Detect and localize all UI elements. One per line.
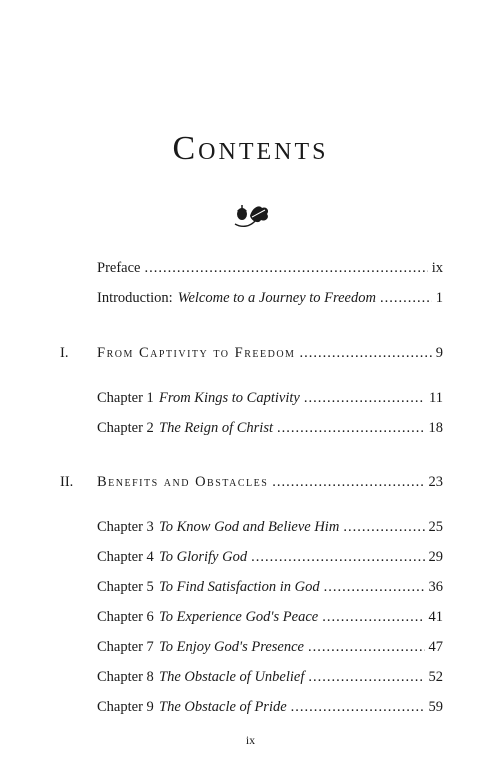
part-title: From Captivity to Freedom — [97, 345, 296, 361]
page-number: 1 — [435, 290, 443, 306]
page-number: 11 — [429, 390, 443, 406]
toc-chapter-2[interactable] — [97, 420, 443, 442]
chapter-label: Chapter 3 — [97, 519, 154, 535]
page-number: 25 — [428, 519, 443, 535]
chapter-title: From Kings to Captivity — [159, 390, 300, 406]
toc-entry-preface[interactable] — [97, 260, 443, 282]
leader-dots — [324, 579, 425, 596]
entry-subtitle: Welcome to a Journey to Freedom — [177, 290, 376, 306]
page-number: 29 — [428, 549, 443, 565]
chapter-title: To Glorify God — [159, 549, 248, 565]
leader-dots — [251, 549, 424, 566]
part-numeral: I. — [60, 345, 69, 361]
leader-dots — [322, 609, 424, 626]
leader-dots — [308, 669, 424, 686]
chapter-title: To Experience God's Peace — [159, 609, 319, 625]
toc-entry-introduction[interactable] — [97, 290, 443, 312]
toc-chapter-9[interactable] — [97, 699, 443, 721]
leader-dots — [304, 390, 425, 407]
chapter-title: The Obstacle of Pride — [159, 699, 287, 715]
leader-dots — [291, 699, 425, 716]
page-number: 36 — [428, 579, 443, 595]
page-number: 47 — [428, 639, 443, 655]
leader-dots — [277, 420, 425, 437]
page-number: 23 — [428, 474, 443, 490]
leader-dots — [299, 345, 431, 362]
toc-chapter-8[interactable] — [97, 669, 443, 691]
part-numeral: II. — [60, 474, 74, 490]
chapter-label: Chapter 4 — [97, 549, 154, 565]
page-title: Contents — [172, 130, 329, 167]
page-number: 52 — [428, 669, 443, 685]
toc-chapter-7[interactable] — [97, 639, 443, 661]
page-number: 59 — [428, 699, 443, 715]
chapter-label: Chapter 7 — [97, 639, 154, 655]
acorn-leaf-icon — [232, 200, 272, 230]
entry-label: Introduction: — [97, 290, 173, 306]
toc-part-1[interactable] — [60, 345, 443, 367]
leader-dots — [343, 519, 424, 536]
chapter-label: Chapter 5 — [97, 579, 154, 595]
toc-chapter-6[interactable] — [97, 609, 443, 631]
toc-chapter-5[interactable] — [97, 579, 443, 601]
page-number: 18 — [428, 420, 443, 436]
part-title: Benefits and Obstacles — [97, 474, 269, 490]
chapter-label: Chapter 9 — [97, 699, 154, 715]
toc-chapter-3[interactable] — [97, 519, 443, 541]
page-number: ix — [431, 260, 443, 276]
page-number: 9 — [435, 345, 443, 361]
leader-dots — [272, 474, 424, 491]
chapter-label: Chapter 8 — [97, 669, 154, 685]
chapter-title: The Obstacle of Unbelief — [159, 669, 305, 685]
page-number: 41 — [428, 609, 443, 625]
toc-part-2[interactable] — [60, 474, 443, 496]
leader-dots — [308, 639, 425, 656]
toc-chapter-1[interactable] — [97, 390, 443, 412]
chapter-label: Chapter 2 — [97, 420, 154, 436]
folio-page-number: ix — [245, 733, 256, 747]
chapter-title: To Find Satisfaction in God — [159, 579, 320, 595]
chapter-title: To Enjoy God's Presence — [159, 639, 304, 655]
chapter-title: To Know God and Believe Him — [159, 519, 340, 535]
toc-chapter-4[interactable] — [97, 549, 443, 571]
chapter-label: Chapter 1 — [97, 390, 154, 406]
chapter-title: The Reign of Christ — [159, 420, 273, 436]
leader-dots — [380, 290, 432, 307]
chapter-label: Chapter 6 — [97, 609, 154, 625]
leader-dots — [144, 260, 427, 277]
entry-label: Preface — [97, 260, 141, 276]
